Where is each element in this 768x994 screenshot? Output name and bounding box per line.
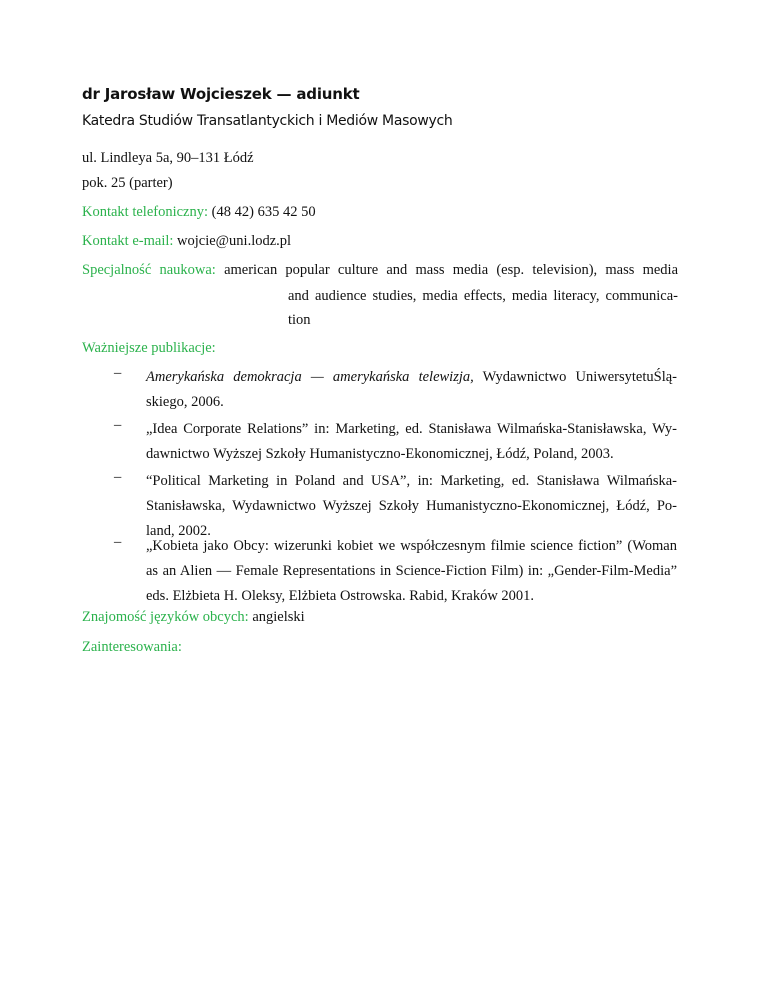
- interests-label: Zainteresowania:: [82, 639, 182, 655]
- specialty-label: Specjalność naukowa:: [82, 262, 216, 278]
- publication-title: Amerykańska demokracja — amerykańska telewizja,: [146, 369, 474, 385]
- publication-text: [146, 417, 677, 467]
- list-dash: –: [114, 365, 122, 381]
- publication-text: [146, 365, 677, 415]
- person-name-title: dr Jarosław Wojcieszek — adiunkt: [82, 85, 360, 103]
- specialty-row: [82, 262, 678, 279]
- phone-row: [82, 204, 316, 221]
- languages-value: angielski: [252, 609, 305, 625]
- publication-line: skiego, 2006.: [146, 394, 224, 410]
- publication-line: as an Alien — Female Representations in Science-Fiction Film) in: „Gender-Film-Media”: [146, 563, 677, 579]
- phone-label: Kontakt telefoniczny:: [82, 204, 209, 220]
- publication-line: Amerykańska demokracja — amerykańska telewizja, Wydawnictwo UniwersytetuŚlą-: [146, 369, 677, 385]
- specialty-continuation: [288, 284, 678, 332]
- publications-heading: Ważniejsze publikacje:: [82, 340, 216, 356]
- email-label: Kontakt e-mail:: [82, 233, 174, 249]
- department-name: Katedra Studiów Transatlantyckich i Mediów Masowych: [82, 113, 453, 129]
- list-dash: –: [114, 534, 122, 550]
- publication-line: Stanisławska, Wydawnictwo Wyższej Szkoły Humanistyczno-Ekonomicznej, Łódź, Po-: [146, 498, 677, 514]
- publication-line: “Political Marketing in Poland and USA”, in: Marketing, ed. Stanisława Wilmańska-: [146, 473, 677, 489]
- publication-line: „Idea Corporate Relations” in: Marketing, ed. Stanisława Wilmańska-Stanisławska, Wy-: [146, 421, 677, 437]
- list-dash: –: [114, 417, 122, 433]
- specialty-line-3: tion: [288, 312, 311, 328]
- languages-row: [82, 609, 305, 626]
- phone-value: (48 42) 635 42 50: [211, 204, 316, 220]
- email-row: [82, 233, 291, 250]
- publication-line: land, 2002.: [146, 523, 211, 539]
- list-dash: –: [114, 469, 122, 485]
- address-room: pok. 25 (parter): [82, 175, 173, 191]
- languages-label: Znajomość języków obcych:: [82, 609, 249, 625]
- publication-text: [146, 534, 677, 609]
- email-value[interactable]: wojcie@uni.lodz.pl: [177, 233, 292, 249]
- publication-line: eds. Elżbieta H. Oleksy, Elżbieta Ostrowska. Rabid, Kraków 2001.: [146, 588, 535, 604]
- publication-line: „Kobieta jako Obcy: wizerunki kobiet we współczesnym filmie science fiction” (Woman: [146, 538, 677, 554]
- specialty-line-2: and audience studies, media effects, media literacy, communica-: [288, 288, 678, 304]
- publication-line: dawnictwo Wyższej Szkoły Humanistyczno-Ekonomicznej, Łódź, Poland, 2003.: [146, 446, 614, 462]
- specialty-line-1: american popular culture and mass media (esp. television), mass media: [224, 262, 679, 278]
- publication-text: [146, 469, 677, 544]
- address-street: ul. Lindleya 5a, 90–131 Łódź: [82, 150, 254, 166]
